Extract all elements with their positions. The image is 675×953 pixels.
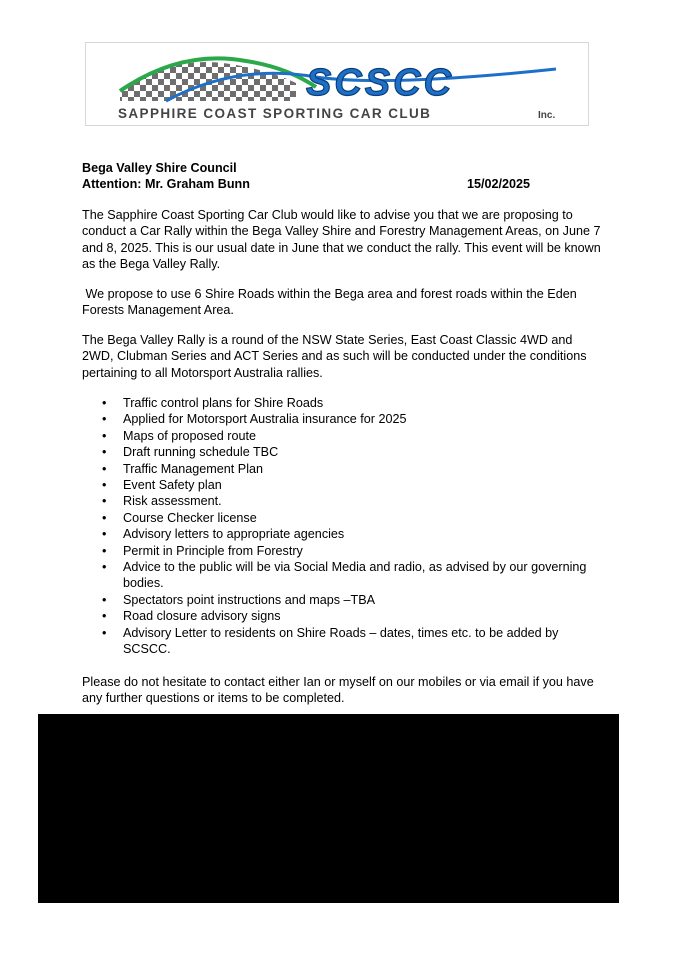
logo-suffix: Inc. bbox=[538, 110, 556, 121]
list-item: • Course Checker license bbox=[102, 510, 257, 525]
list-item: • Applied for Motorsport Australia insurance for 2025 bbox=[102, 412, 407, 427]
recipient: Bega Valley Shire Council bbox=[82, 161, 237, 175]
closing-paragraph: Please do not hesitate to contact either Ian or myself on our mobiles or via email if you have any further questions or items to be completed. bbox=[82, 675, 594, 706]
list-item: • Advisory letters to appropriate agencies bbox=[102, 527, 345, 542]
letter-date: 15/02/2025 bbox=[466, 177, 530, 191]
logo-club-name: SAPPHIRE COAST SPORTING CAR CLUB bbox=[118, 106, 432, 121]
list-item: • Risk assessment. bbox=[102, 494, 222, 509]
paragraph-intro: The Sapphire Coast Sporting Car Club would like to advise you that we are proposing to conduct a Car Rally within the Bega Valley Shire and Forestry Management Areas, on June 7 and 8, 2025. This is our usual date in June that we conduct the rally. This event will be known as the Bega Valley Rally. bbox=[82, 208, 601, 272]
requirements-list bbox=[82, 395, 602, 658]
address-block bbox=[82, 160, 542, 192]
list-item: • Advice to the public will be via Social Media and radio, as advised by our governing bodies. bbox=[102, 560, 587, 591]
list-item: • Permit in Principle from Forestry bbox=[102, 543, 303, 558]
attention-line: Attention: Mr. Graham Bunn bbox=[82, 177, 250, 191]
paragraph-roads: We propose to use 6 Shire Roads within the Bega area and forest roads within the Eden Forests Management Area. bbox=[82, 287, 581, 318]
list-item: • Traffic Management Plan bbox=[102, 461, 264, 476]
list-item: • Advisory Letter to residents on Shire Roads – dates, times etc. to be added by SCSCC. bbox=[102, 625, 559, 657]
list-item: • Draft running schedule TBC bbox=[102, 445, 279, 460]
list-item: • Event Safety plan bbox=[102, 478, 222, 493]
list-item: • Road closure advisory signs bbox=[102, 609, 281, 624]
club-logo-graphic bbox=[86, 43, 590, 127]
redacted-area bbox=[38, 714, 619, 903]
club-logo bbox=[85, 42, 589, 126]
paragraph-series: The Bega Valley Rally is a round of the NSW State Series, East Coast Classic 4WD and 2WD, Clubman Series and ACT Series and as such will be conducted under the conditions pertaining to all Motorsport Australia rallies. bbox=[82, 333, 587, 380]
list-item: • Traffic control plans for Shire Roads bbox=[102, 396, 324, 410]
list-item: • Spectators point instructions and maps –TBA bbox=[102, 592, 376, 607]
logo-acronym: SCSCC bbox=[306, 62, 455, 104]
list-item: • Maps of proposed route bbox=[102, 428, 257, 443]
